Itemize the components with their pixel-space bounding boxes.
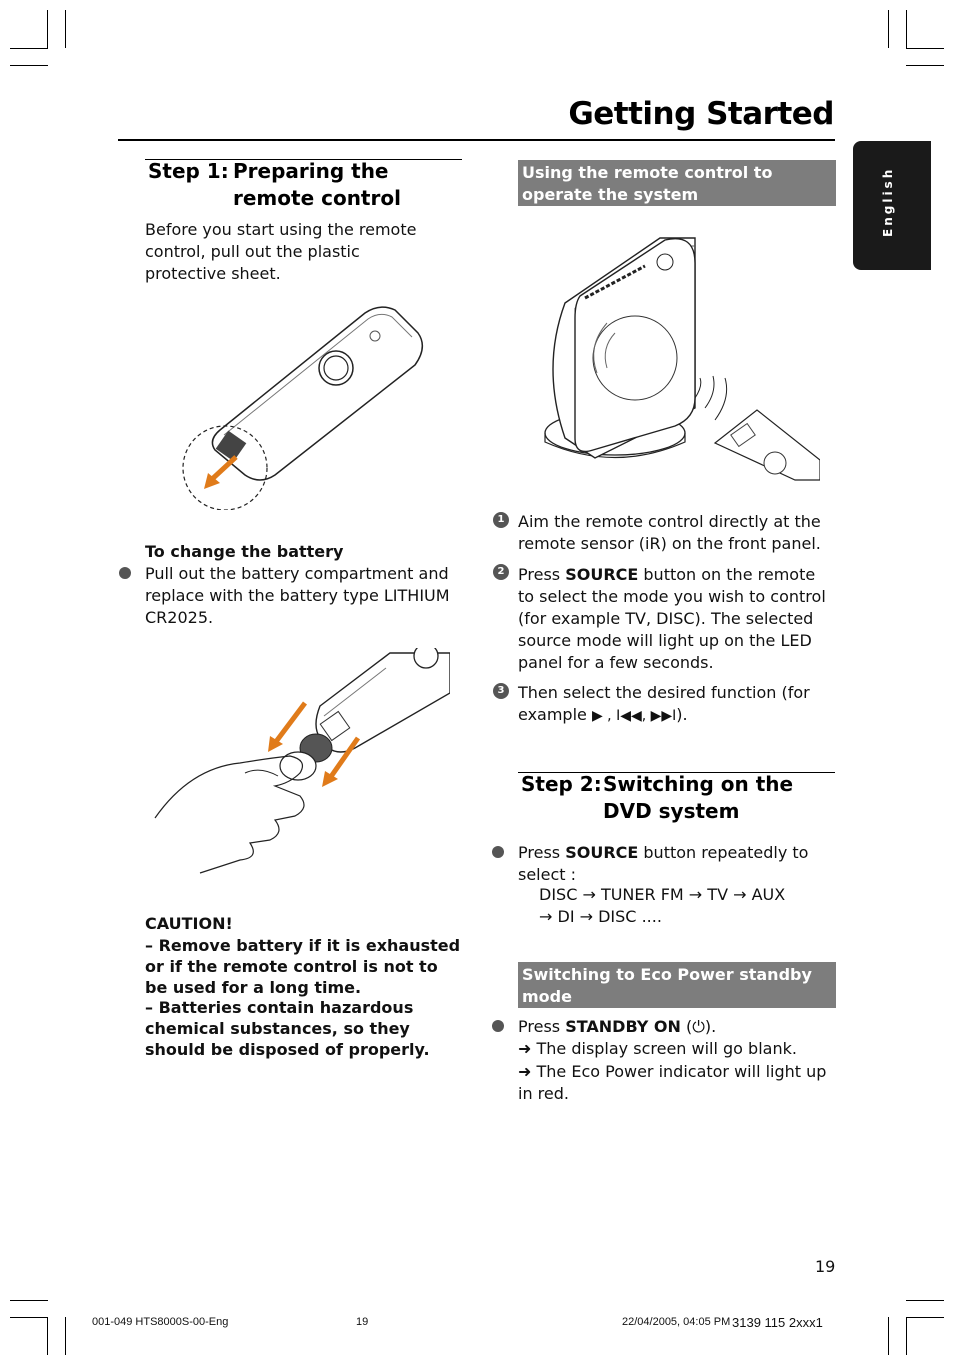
remote-item-1: Aim the remote control directly at the remote sensor (iR) on the front panel. bbox=[518, 512, 821, 553]
step2-instruction: Press SOURCE button repeatedly to select : bbox=[518, 843, 809, 884]
step1-title: Preparing the remote control bbox=[233, 159, 401, 210]
language-tab bbox=[853, 141, 931, 270]
battery-replacement-illustration bbox=[150, 648, 450, 878]
caution-item-1: – Remove battery if it is exhausted or if the remote control is not to be used for a long time. bbox=[145, 936, 461, 997]
footer-code: 3139 115 2xxx1 bbox=[732, 1315, 823, 1330]
step1-heading bbox=[148, 158, 468, 214]
playback-symbols: ▶ , I◀◀, ▶▶I bbox=[591, 708, 677, 724]
footer-page: 19 bbox=[356, 1316, 369, 1328]
title-rule bbox=[118, 139, 835, 141]
page-number: 19 bbox=[815, 1257, 836, 1276]
step-number-badge: 2 bbox=[493, 564, 509, 580]
dvd-system-illustration bbox=[535, 228, 820, 483]
page-title: Getting Started bbox=[568, 96, 834, 132]
caution-heading: CAUTION! bbox=[145, 914, 233, 933]
source-sequence-line-1: DISC → TUNER FM → TV → AUX bbox=[539, 885, 786, 904]
step1-number: Step 1: bbox=[148, 159, 229, 183]
remote-item-3: Then select the desired function (for example ▶ , I◀◀, ▶▶I). bbox=[518, 683, 810, 724]
eco-result-2: ➜ The Eco Power indicator will light up in red. bbox=[518, 1062, 827, 1103]
eco-instruction: Press STANDBY ON (⏻). bbox=[518, 1017, 717, 1036]
battery-instruction: Pull out the battery compartment and replace with the battery type LITHIUM CR2025. bbox=[145, 564, 450, 627]
source-sequence-line-2: → DI → DISC .... bbox=[539, 907, 662, 926]
remote-item-2: Press SOURCE button on the remote to select the mode you wish to control (for example TV, DISC). The selected source mode will light up on the LED panel for a few seconds. bbox=[518, 565, 826, 672]
step-number-badge: 1 bbox=[493, 512, 509, 528]
caution-item-2: – Batteries contain hazardous chemical substances, so they should be disposed of properly. bbox=[145, 998, 430, 1059]
battery-heading: To change the battery bbox=[145, 542, 344, 561]
step2-number: Step 2: bbox=[521, 772, 602, 796]
bullet-dot bbox=[492, 1020, 504, 1032]
bullet-dot bbox=[119, 567, 131, 579]
step2-title: Switching on the DVD system bbox=[603, 772, 794, 823]
remote-protective-sheet-illustration bbox=[180, 305, 430, 510]
footer-file: 001-049 HTS8000S-00-Eng bbox=[92, 1316, 229, 1328]
language-tab-label: English bbox=[881, 166, 895, 237]
bullet-dot bbox=[492, 846, 504, 858]
step-number-badge: 3 bbox=[493, 683, 509, 699]
eco-section-bar: Switching to Eco Power standby mode bbox=[518, 962, 836, 1008]
step1-intro: Before you start using the remote control, pull out the plastic protective sheet. bbox=[145, 220, 417, 283]
footer-date: 22/04/2005, 04:05 PM bbox=[622, 1316, 731, 1328]
remote-section-bar: Using the remote control to operate the system bbox=[518, 160, 836, 206]
step2-heading bbox=[521, 771, 841, 827]
eco-result-1: ➜ The display screen will go blank. bbox=[518, 1039, 797, 1058]
